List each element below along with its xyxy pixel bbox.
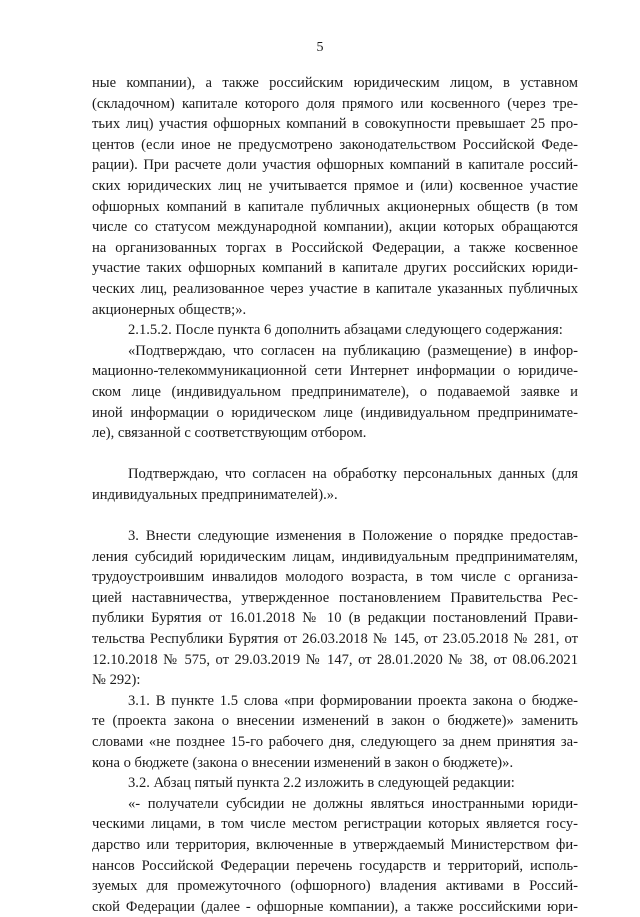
text-line: числе со статусом международной компании), акции которых обращаются (92, 219, 578, 236)
paragraph-3-1 (92, 691, 578, 773)
text-line: участие таких офшорных компаний в капитале других российских юриди- (92, 260, 578, 277)
text-line: ском лице (индивидуальном предпринимателе), о подаваемой заявке и (92, 383, 578, 400)
text-line: центов (если иное не предусмотрено законодательством Российской Феде- (92, 136, 578, 153)
text-line: иной информации о юридическом лице (индивидуальном предпринимате- (92, 404, 578, 421)
text-line: № 292): (92, 672, 141, 689)
text-line: кона о бюджете (закона о внесении изменений в закон о бюджете)». (92, 754, 514, 771)
text-line: ные компании), а также российским юридическим лицом, в уставном (92, 75, 578, 91)
paragraph-gap (92, 444, 578, 465)
text-line: рации). При расчете доли участия офшорных компаний в капитале россий- (92, 157, 578, 174)
text-line: трудоустроившим инвалидов молодого возраста, в том числе с организа- (92, 569, 578, 586)
paragraph-recipients-requirement (92, 794, 578, 917)
text-line: публики Бурятия от 16.01.2018 № 10 (в редакции постановлений Прави- (92, 610, 578, 627)
paragraph-gap (92, 505, 578, 526)
text-line: офшорных компаний в капитале публичных акционерных обществ (в том (92, 198, 578, 215)
text-line: ческих лиц, реализованное через участие в капитале указанных публичных (92, 280, 578, 297)
text-line: мационно-телекоммуникационной сети Интернет информации о юридиче- (92, 363, 578, 380)
document-body (92, 73, 578, 917)
text-line: акционерных обществ;». (92, 301, 247, 318)
text-line: нансов Российской Федерации перечень государств и территорий, исполь- (92, 857, 578, 874)
text-line: ской Федерации (далее - офшорные компании), а также российскими юри- (92, 898, 578, 915)
text-line: на организованных торгах в Российской Федерации, а также косвенное (92, 239, 578, 256)
text-line: ления субсидий юридическим лицам, индивидуальным предпринимателям, (92, 548, 578, 565)
paragraph-consent-personal-data (92, 464, 578, 505)
text-line: Подтверждаю, что согласен на обработку персональных данных (для (128, 466, 578, 483)
text-line: зуемых для промежуточного (офшорного) владения активами в Россий- (92, 878, 578, 895)
text-line: ских юридических лиц не учитывается прямое и (или) косвенное участие (92, 177, 578, 194)
paragraph-3-amendments (92, 526, 578, 691)
text-line: тельства Республики Бурятия от 26.03.2018 № 145, от 23.05.2018 № 281, от (92, 631, 578, 648)
text-line: 2.1.5.2. После пункта 6 дополнить абзацами следующего содержания: (128, 322, 563, 339)
text-line: 3. Внести следующие изменения в Положение о порядке предостав- (128, 528, 578, 545)
text-line: (складочном) капитале которого доля прямого или косвенного (через тре- (92, 95, 578, 112)
text-line: ле), связанной с соответствующим отбором. (92, 425, 367, 442)
text-line: тьих лиц) участия офшорных компаний в совокупности превышает 25 про- (92, 116, 578, 133)
text-line: цией наставничества, утвержденное постановлением Правительства Рес- (92, 589, 578, 606)
paragraph-consent-publication (92, 341, 578, 444)
text-line: 3.1. В пункте 1.5 слова «при формировании проекта закона о бюдже- (128, 692, 578, 709)
text-line: те (проекта закона о внесении изменений в закон о бюджете)» заменить (92, 713, 578, 730)
paragraph-2-1-5-2 (92, 320, 578, 341)
text-line: дарство или территория, включенные в утверждаемый Министерством фи- (92, 836, 578, 853)
text-line: «Подтверждаю, что согласен на публикацию (размещение) в инфор- (128, 342, 578, 359)
paragraph-3-2 (92, 773, 578, 794)
page-number: 5 (316, 40, 324, 55)
text-line: «- получатели субсидии не должны являться иностранными юриди- (128, 795, 578, 812)
paragraph-offshore-definition-continuation (92, 73, 578, 320)
text-line: индивидуальных предпринимателей).». (92, 486, 338, 503)
text-line: ческими лицами, в том числе местом регистрации которых является госу- (92, 816, 578, 833)
text-line: словами «не позднее 15-го рабочего дня, следующего за днем принятия за- (92, 734, 578, 750)
text-line: 3.2. Абзац пятый пункта 2.2 изложить в следующей редакции: (128, 775, 515, 792)
text-line: 12.10.2018 № 575, от 29.03.2019 № 147, от 28.01.2020 № 38, от 08.06.2021 (92, 651, 578, 668)
